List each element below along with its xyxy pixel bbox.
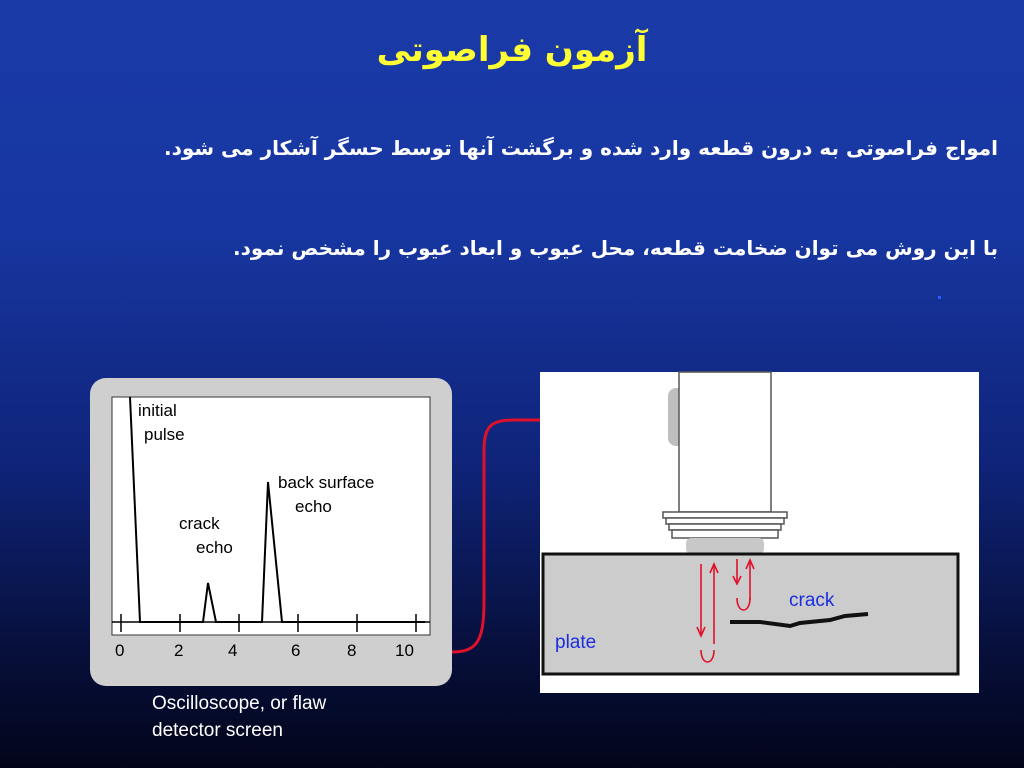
slide-title: آزمون فراصوتی (376, 30, 648, 70)
oscilloscope-screen (90, 378, 452, 686)
paragraph-1: امواج فراصوتی به درون قطعه وارد شده و برگشت آنها توسط حسگر آشکار می شود. (164, 136, 998, 160)
crack-echo-label: crack (179, 514, 220, 533)
couplant (686, 538, 764, 554)
transducer (663, 372, 787, 554)
tick-label: 2 (174, 641, 184, 660)
back-surface-echo-label-2: echo (295, 497, 332, 516)
specimen-panel (540, 372, 979, 693)
tick-label: 6 (291, 641, 301, 660)
plate-label: plate (555, 632, 597, 653)
tick-label: 0 (115, 641, 125, 660)
crack-label: crack (789, 590, 835, 611)
crack-echo-label-2: echo (196, 538, 233, 557)
caption-line-1: Oscilloscope, or flaw (152, 693, 327, 714)
tick-label: 4 (228, 641, 238, 660)
back-surface-echo-label: back surface (278, 473, 375, 492)
initial-pulse-label-2: pulse (144, 425, 185, 444)
oscilloscope-caption (152, 690, 326, 744)
tick-label: 10 (395, 641, 414, 660)
paragraph-2: با این روش می توان ضخامت قطعه، محل عیوب و ابعاد عیوب را مشخص نمود. (233, 236, 998, 260)
initial-pulse-label: initial (138, 401, 177, 420)
tick-label: 8 (347, 641, 357, 660)
caption-line-2: detector screen (152, 720, 283, 741)
